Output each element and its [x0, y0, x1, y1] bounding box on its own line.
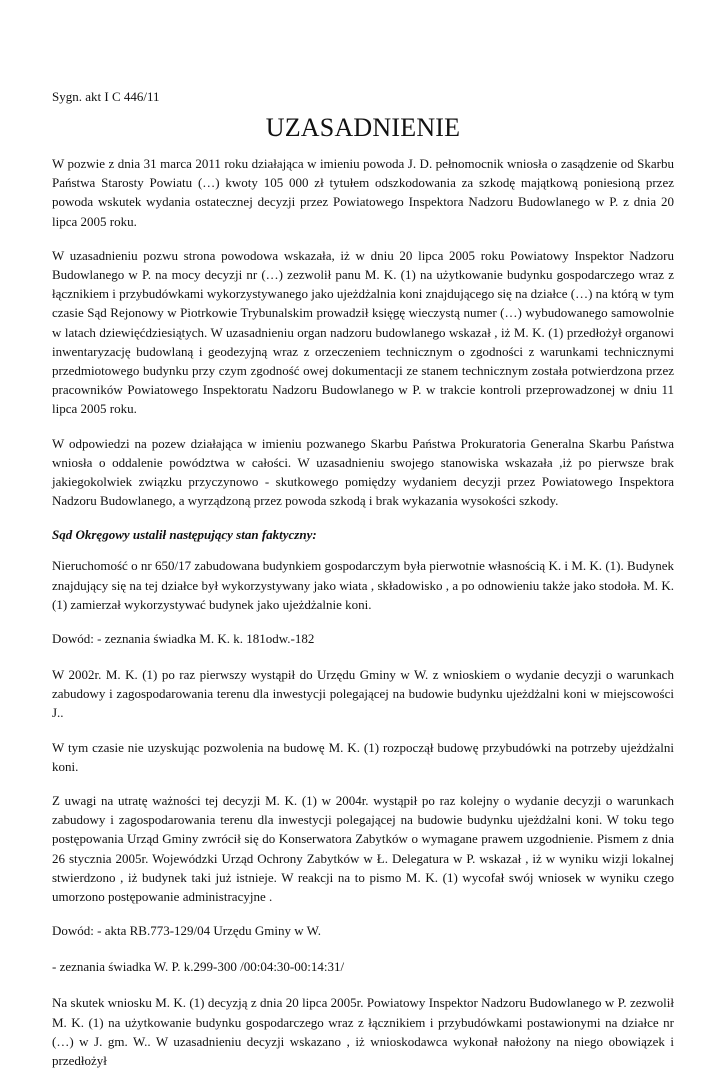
facts-heading: Sąd Okręgowy ustalił następujący stan faktyczny:: [52, 527, 317, 543]
fact-paragraph-2005-decision: Na skutek wniosku M. K. (1) decyzją z dnia 20 lipca 2005r. Powiatowy Inspektor Nadzoru Budowlanego w P. zezwolił M. K. (1) na użytkowanie budynku gospodarczego wraz z łącznikiem i przybudówkami postawionymi na działce nr (…) w J. gm. W.. W uzasadnieniu decyzji wskazano , iż wnioskodawca wykonał nałożony na niego obowiązek i przedłożył: [52, 995, 674, 1068]
document-title: UZASADNIENIE: [265, 113, 461, 142]
fact-paragraph-2004-application: Z uwagi na utratę ważności tej decyzji M. K. (1) w 2004r. wystąpił po raz kolejny o wydanie decyzji o warunkach zabudowy i zagospodarowania terenu dla inwestycji polegającej na budowie budynku ujeżdżalni koni. W toku tego postępowania Urząd Gminy zwrócił się do Konserwatora Zabytków o wymagane prawem uzgodnienie. Pismem z dnia 26 stycznia 2005r. Wojewódzki Urząd Ochrony Zabytków w Ł. Delegatura w P. wskazał , iż w wyniku wizji lokalnej stwierdzono , iż budynek taki już istnieje. W reakcji na to pismo M. K. (1) wycofał swój wniosek w wyniku czego umorzono postępowanie administracyjne .: [52, 793, 674, 905]
fact-paragraph-construction: W tym czasie nie uzyskując pozwolenia na budowę M. K. (1) rozpoczął budowę przybudówki na potrzeby ujeżdżalni koni.: [52, 739, 674, 774]
paragraph-claim: W pozwie z dnia 31 marca 2011 roku działająca w imieniu powoda J. D. pełnomocnik wniosła o zasądzenie od Skarbu Państwa Starosty Powiatu (…) kwoty 105 000 zł tytułem odszkodowania za szkodę majątkową poniesioną przez powoda wskutek wydania ostatecznej decyzji przez Powiatowego Inspektora Nadzoru Budowlanego w P. z dnia 20 lipca 2005 roku.: [52, 156, 674, 229]
fact-paragraph-property: Nieruchomość o nr 650/17 zabudowana budynkiem gospodarczym była pierwotnie własnością K. i M. K. (1). Budynek znajdujący się na tej działce był wykorzystywany jako wiata , składowisko , a po odnowieniu także jako stodoła. M. K. (1) zamierzał wykorzystywać budynek jako ujeżdżalnie koni.: [52, 558, 674, 612]
evidence-line: - zeznania świadka W. P. k.299-300 /00:04:30-00:14:31/: [52, 959, 345, 975]
evidence-line: Dowód: - zeznania świadka M. K. k. 181odw.-182: [52, 631, 315, 647]
paragraph-claim-justification: W uzasadnieniu pozwu strona powodowa wskazała, iż w dniu 20 lipca 2005 roku Powiatowy Inspektor Nadzoru Budowlanego w P. na mocy decyzji nr (…) zezwolił panu M. K. (1) na użytkowanie budynku gospodarczego wraz z łącznikiem i przybudówkami wykorzystywanego jako ujeżdżalnia koni znajdującego się na działce (…) na którą w tym czasie Sąd Rejonowy w Piotrkowie Trybunalskim prowadził księgę wieczystą numer (…) wybudowanego samowolnie w latach dziewięćdziesiątych. W uzasadnieniu organ nadzoru budowlanego wskazał , iż M. K. (1) przedłożył organowi inwentaryzację budowlaną i geodezyjną wraz z orzeczeniem technicznym o zgodności z warunkami technicznymi przedmiotowego budynku przy czym zgodność owej dokumentacji ze stanem technicznym została potwierdzona przez pracowników Powiatowego Inspektoratu Nadzoru Budowlanego w P. w trakcie kontroli przeprowadzonej w dniu 11 lipca 2005 roku.: [52, 247, 674, 417]
evidence-line: Dowód: - akta RB.773-129/04 Urzędu Gminy w W.: [52, 923, 322, 939]
document-page: [52, 88, 674, 1085]
case-signature: Sygn. akt I C 446/11: [52, 89, 160, 104]
paragraph-response: W odpowiedzi na pozew działająca w imieniu pozwanego Skarbu Państwa Prokuratoria Generalna Skarbu Państwa wniosła o oddalenie powództwa w całości. W uzasadnieniu swojego stanowiska wskazała ,iż po pierwsze brak jakiegokolwiek związku przyczynowo - skutkowego pomiędzy wydaniem decyzji przez Powiatowego Inspektora Nadzoru Budowlanego, a wyrządzoną przez powoda szkodą i brak wykazania wysokości szkody.: [52, 435, 674, 509]
fact-paragraph-2002-application: W 2002r. M. K. (1) po raz pierwszy wystąpił do Urzędu Gminy w W. z wnioskiem o wydanie decyzji o warunkach zabudowy i zagospodarowania terenu dla inwestycji polegającej na budowie budynku ujeżdżalni koni w miejscowości J..: [52, 667, 674, 721]
